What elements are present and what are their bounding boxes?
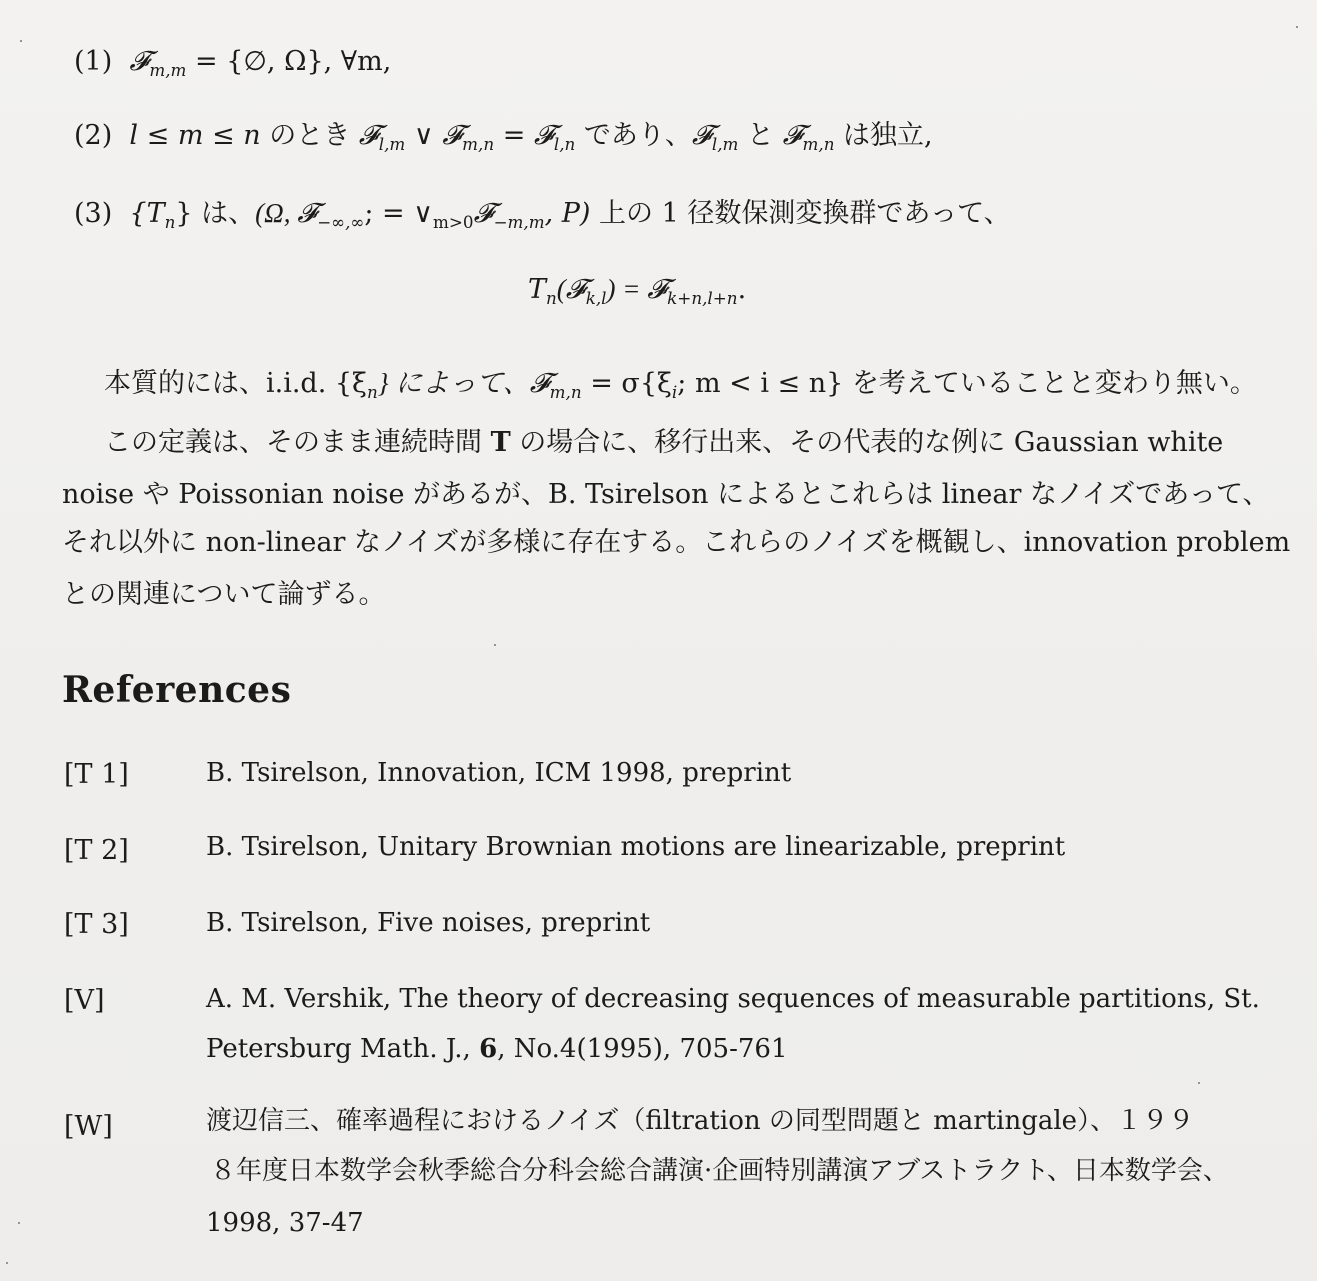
volume-number: 6 xyxy=(479,1034,498,1064)
paragraph-2-line-2: noise や Poissonian noise があるが、B. Tsirelson によるとこれらは linear なノイズであって、 xyxy=(62,479,1270,510)
paragraph-2-line-1 xyxy=(104,426,1223,460)
math-text: = {∅, Ω}, ∀m, xyxy=(186,46,392,77)
math-text: = xyxy=(494,120,534,151)
text: のとき xyxy=(260,120,359,151)
references-heading: References xyxy=(62,669,292,711)
scan-speck xyxy=(1296,26,1298,28)
text: } によって、𝓕 xyxy=(377,368,550,398)
ref-label-t1: [T 1] xyxy=(64,759,129,790)
scan-speck xyxy=(20,40,22,42)
scan-speck xyxy=(494,644,496,646)
scan-speck xyxy=(18,1222,20,1224)
ref-label-v: [V] xyxy=(64,985,105,1016)
ref-text-w-line-3: 1998, 37-47 xyxy=(206,1208,364,1238)
ref-text-t2: B. Tsirelson, Unitary Brownian motions are linearizable, preprint xyxy=(206,832,1066,862)
text: は独立, xyxy=(834,120,933,151)
math-text: } xyxy=(175,198,193,229)
ref-text-v-line-2 xyxy=(206,1032,788,1066)
subscript: n xyxy=(546,287,557,308)
paragraph-2-line-4: との関連について論ずる。 xyxy=(62,579,386,610)
ref-text-w-line-2: ８年度日本数学会秋季総合分科会総合講演·企画特別講演アブストラクト、日本数学会、 xyxy=(210,1156,1229,1186)
ref-label-w: [W] xyxy=(64,1111,113,1142)
text: ; m < i ≤ n} を考えていることと変わり無い。 xyxy=(677,368,1257,399)
condition-1 xyxy=(74,44,391,87)
math-text: {T xyxy=(129,198,165,229)
subscript: m,n xyxy=(802,133,835,154)
condition-number: (2) xyxy=(74,120,113,151)
text: 本質的には、i.i.d. {ξ xyxy=(104,368,367,399)
subscript: k,l xyxy=(585,287,607,308)
subscript: m>0 xyxy=(433,211,474,232)
text: この定義は、そのまま連続時間 xyxy=(104,427,491,458)
ref-text-t3: B. Tsirelson, Five noises, preprint xyxy=(206,908,651,938)
subscript: n xyxy=(164,211,176,232)
sigma-field-symbol: 𝓕 xyxy=(782,120,803,150)
math-text: (𝓕 xyxy=(556,274,586,304)
subscript: m,n xyxy=(549,381,582,402)
ref-text-t1: B. Tsirelson, Innovation, ICM 1998, preprint xyxy=(206,758,792,788)
math-text: , P) xyxy=(544,198,591,229)
condition-number: (3) xyxy=(74,198,113,229)
math-text: = σ{ξ xyxy=(581,368,672,399)
math-text: ∨ xyxy=(405,120,443,151)
ref-label-t3: [T 3] xyxy=(64,909,129,940)
paragraph-1 xyxy=(104,366,1257,409)
math-text: . xyxy=(737,274,747,305)
text: と xyxy=(738,120,783,151)
math-text: ; = ∨ xyxy=(364,198,434,229)
text: Petersburg Math. J., xyxy=(206,1034,480,1064)
ref-label-t2: [T 2] xyxy=(64,835,129,866)
sigma-field-symbol: 𝓕 xyxy=(358,120,379,150)
subscript: i xyxy=(671,381,678,402)
text: , No.4(1995), 705-761 xyxy=(497,1034,788,1064)
sigma-field-symbol: 𝓕 xyxy=(442,120,463,150)
subscript: l,m xyxy=(711,133,739,154)
subscript: −∞,∞ xyxy=(317,211,365,232)
sigma-field-symbol: 𝓕 xyxy=(129,46,150,76)
sigma-field-symbol: 𝓕 xyxy=(533,120,554,150)
text: の場合に、移行出来、その代表的な例に Gaussian white xyxy=(510,427,1224,458)
ref-text-v-line-1: A. M. Vershik, The theory of decreasing sequences of measurable partitions, St. xyxy=(206,984,1260,1014)
sigma-field-symbol: 𝓕 xyxy=(691,120,712,150)
subscript: m,n xyxy=(462,133,495,154)
subscript: −m,m xyxy=(493,211,545,232)
subscript: l,n xyxy=(553,133,576,154)
subscript: k+n,l+n xyxy=(667,287,738,308)
ref-text-w-line-1: 渡辺信三、確率過程におけるノイズ（filtration の同型問題と martingale）、１９９ xyxy=(206,1106,1195,1136)
math-text: ) = 𝓕 xyxy=(606,274,668,304)
text: は、 xyxy=(192,198,256,229)
condition-3 xyxy=(74,196,1011,239)
subscript: l,m xyxy=(378,133,406,154)
math-text: T xyxy=(528,274,547,305)
condition-2 xyxy=(74,118,933,161)
subscript: n xyxy=(366,381,378,402)
subscript: m,m xyxy=(149,59,187,80)
math-text: (Ω, 𝓕 xyxy=(255,198,318,228)
paragraph-2-line-3: それ以外に non-linear なノイズが多様に存在する。これらのノイズを概観し、innovation problem xyxy=(62,527,1291,558)
text: 上の 1 径数保測変換群であって、 xyxy=(590,198,1011,229)
sigma-field-symbol: 𝓕 xyxy=(473,198,494,228)
scan-speck xyxy=(6,1262,8,1264)
math-text: T xyxy=(490,427,511,458)
display-equation xyxy=(528,272,746,315)
inequality: l ≤ m ≤ n xyxy=(129,120,261,151)
scan-speck xyxy=(1198,1082,1200,1084)
condition-number: (1) xyxy=(74,46,113,77)
text: であり、 xyxy=(575,120,692,151)
